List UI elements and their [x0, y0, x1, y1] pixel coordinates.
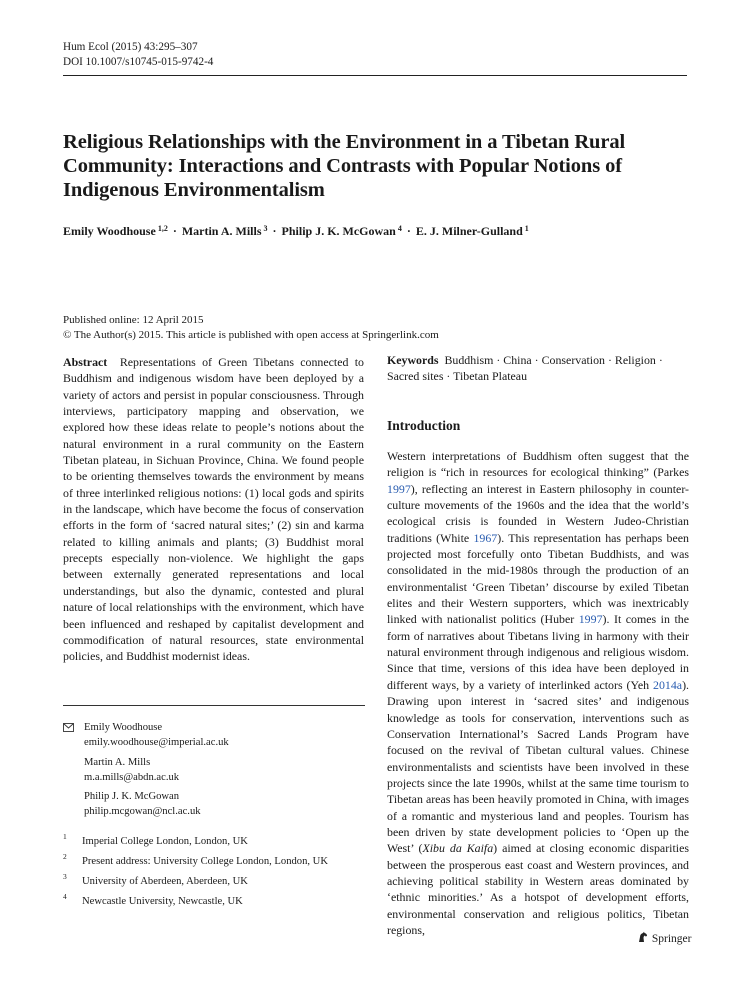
contact-name: Martin A. Mills: [84, 756, 151, 768]
publisher-name: Springer: [651, 933, 692, 945]
author-affiliation-marker: 1,2: [157, 224, 168, 233]
citation-link[interactable]: 1967: [473, 530, 498, 545]
publisher-logo: [637, 931, 691, 945]
affiliation-number: 2: [63, 852, 67, 861]
author: Martin A. Mills: [181, 224, 262, 238]
contact-email[interactable]: emily.woodhouse@imperial.ac.uk: [84, 737, 229, 749]
body-text: Western interpretations of Buddhism often suggest that the religion is “rich in resources for ecological thinking” (Parkes: [387, 449, 689, 480]
keywords-label: Keywords: [387, 353, 439, 367]
author-list: [63, 224, 529, 239]
keywords: [387, 352, 689, 385]
springer-horse-icon: [637, 933, 652, 945]
contact-block: [63, 720, 229, 820]
envelope-icon: [63, 722, 74, 737]
author: E. J. Milner-Gulland: [415, 224, 523, 238]
author: Emily Woodhouse: [63, 224, 156, 238]
affiliation-text: Newcastle University, Newcastle, UK: [82, 896, 243, 907]
body-text: ). Drawing upon interest in ‘sacred sites’ and indigenous knowledge as tools for conservation, interventions such as Conservation International’s Sacred Lands Program have focused on the revival of Tibetan cultural values. Chinese environmentalists and scientists have been involved in these projects since the late 1990s, whilst at the same time tourism to Tibetan areas has been heavily promoted in China, with images of a romantic and mysterious land and peoples. Tourism has been driven by state development policies to ‘Open up the West’ (: [387, 677, 689, 856]
journal-citation: Hum Ecol (2015) 43:295–307: [63, 41, 198, 53]
doi: DOI 10.1007/s10745-015-9742-4: [63, 56, 214, 68]
author-separator: ·: [172, 224, 177, 238]
author-affiliation-marker: 3: [263, 224, 268, 233]
affiliation-text: Present address: University College London, London, UK: [82, 856, 328, 867]
running-header: [63, 40, 213, 70]
section-heading-introduction: Introduction: [387, 418, 461, 433]
contact-entry: [63, 755, 229, 786]
author-separator: ·: [272, 224, 277, 238]
keywords-text: Buddhism · China · Conservation · Religion · Sacred sites · Tibetan Plateau: [387, 353, 663, 384]
abstract: [63, 354, 364, 665]
contact-email[interactable]: m.a.mills@abdn.ac.uk: [84, 771, 180, 783]
contact-name: Emily Woodhouse: [84, 722, 163, 733]
abstract-label: Abstract: [63, 355, 108, 369]
published-date: Published online: 12 April 2015: [63, 314, 204, 326]
affiliation-number: 1: [63, 832, 67, 841]
publication-info: [63, 313, 439, 343]
contact-email[interactable]: philip.mcgowan@ncl.ac.uk: [84, 806, 201, 818]
author: Philip J. K. McGowan: [281, 224, 396, 238]
affiliation-text: University of Aberdeen, Aberdeen, UK: [82, 876, 248, 887]
author-affiliation-marker: 1: [524, 224, 529, 233]
author-separator: ·: [406, 224, 411, 238]
footnote-rule: [63, 705, 365, 706]
citation-link[interactable]: 2014a: [653, 677, 683, 692]
copyright-line: © The Author(s) 2015. This article is published with open access at Springerlink.com: [63, 329, 439, 341]
citation-link[interactable]: 1997: [387, 481, 411, 496]
body-text: ), reflecting an interest in Eastern philosophy in counter-culture movements of the 1960s and the idea that the world’s ecological crisis is founded in Western Judeo-Christian traditions (White: [387, 481, 689, 545]
affiliation-number: 4: [63, 892, 67, 901]
introduction-body: [387, 448, 689, 938]
abstract-text: Representations of Green Tibetans connected to Buddhism and indigenous wisdom have been deployed by a variety of actors and persist in popular consciousness. Through interviews, participatory mapping and observation, we explored how these ideas relate to people’s notions about the natural environment in a rural community on the Eastern Tibetan plateau, in Sichuan Province, China. We found people to be orienting themselves towards the environment by means of three interlinked religious notions: (1) local gods and spirits in the landscape, which have become the focus of conservation efforts in the form of ‘sacred natural sites;’ (2) sin and karma related to killing animals and plants; (3) Buddhist moral precepts especially non-violence. We highlight the gaps between externally generated representations and local understandings, but also the dynamic, contested and plural nature of local relationships with the environment, which have been influenced and reshaped by capitalist development and commodification of natural resources, state environmental policies, and Buddhist modernist ideas.: [63, 355, 364, 664]
contact-entry: [63, 720, 229, 751]
contact-name: Philip J. K. McGowan: [84, 791, 180, 803]
header-rule: [63, 75, 687, 76]
contact-entry: [63, 789, 229, 820]
affiliation-number: 3: [63, 872, 67, 881]
article-title: Religious Relationships with the Environment in a Tibetan Rural Community: Interactions and Contrasts with Popular Notions of Indigenous Environmentalism: [63, 131, 626, 201]
italic-term: Xibu da Kaifa: [422, 841, 494, 856]
body-text: ) aimed at closing economic disparities between the prosperous east coast and Western provinces, and achieving political stability in Western areas dominated by ‘ethnic minorities.’ As a hotspot of development efforts, environmental conservation and religious politics, Tibetan regions,: [387, 841, 689, 937]
citation-link[interactable]: 1997: [578, 612, 603, 627]
body-text: ). It comes in the form of narratives about Tibetans living in harmony with their natural environment through indigenous and religious wisdom. Since that time, versions of this idea have been deployed in different ways, by a variety of interlinked actors (Yeh: [387, 612, 689, 692]
affiliation-text: Imperial College London, London, UK: [82, 836, 248, 847]
author-affiliation-marker: 4: [397, 224, 402, 233]
body-text: ). This representation has perhaps been projected most forcefully onto Tibetan Buddhists, and was consolidated in the mid-1980s through the production of an environmentalist ‘Green Tibetan’ discourse by exiled Tibetan elites and their Western supporters, which was inextricably linked with nationalist politics (Huber: [387, 530, 689, 627]
